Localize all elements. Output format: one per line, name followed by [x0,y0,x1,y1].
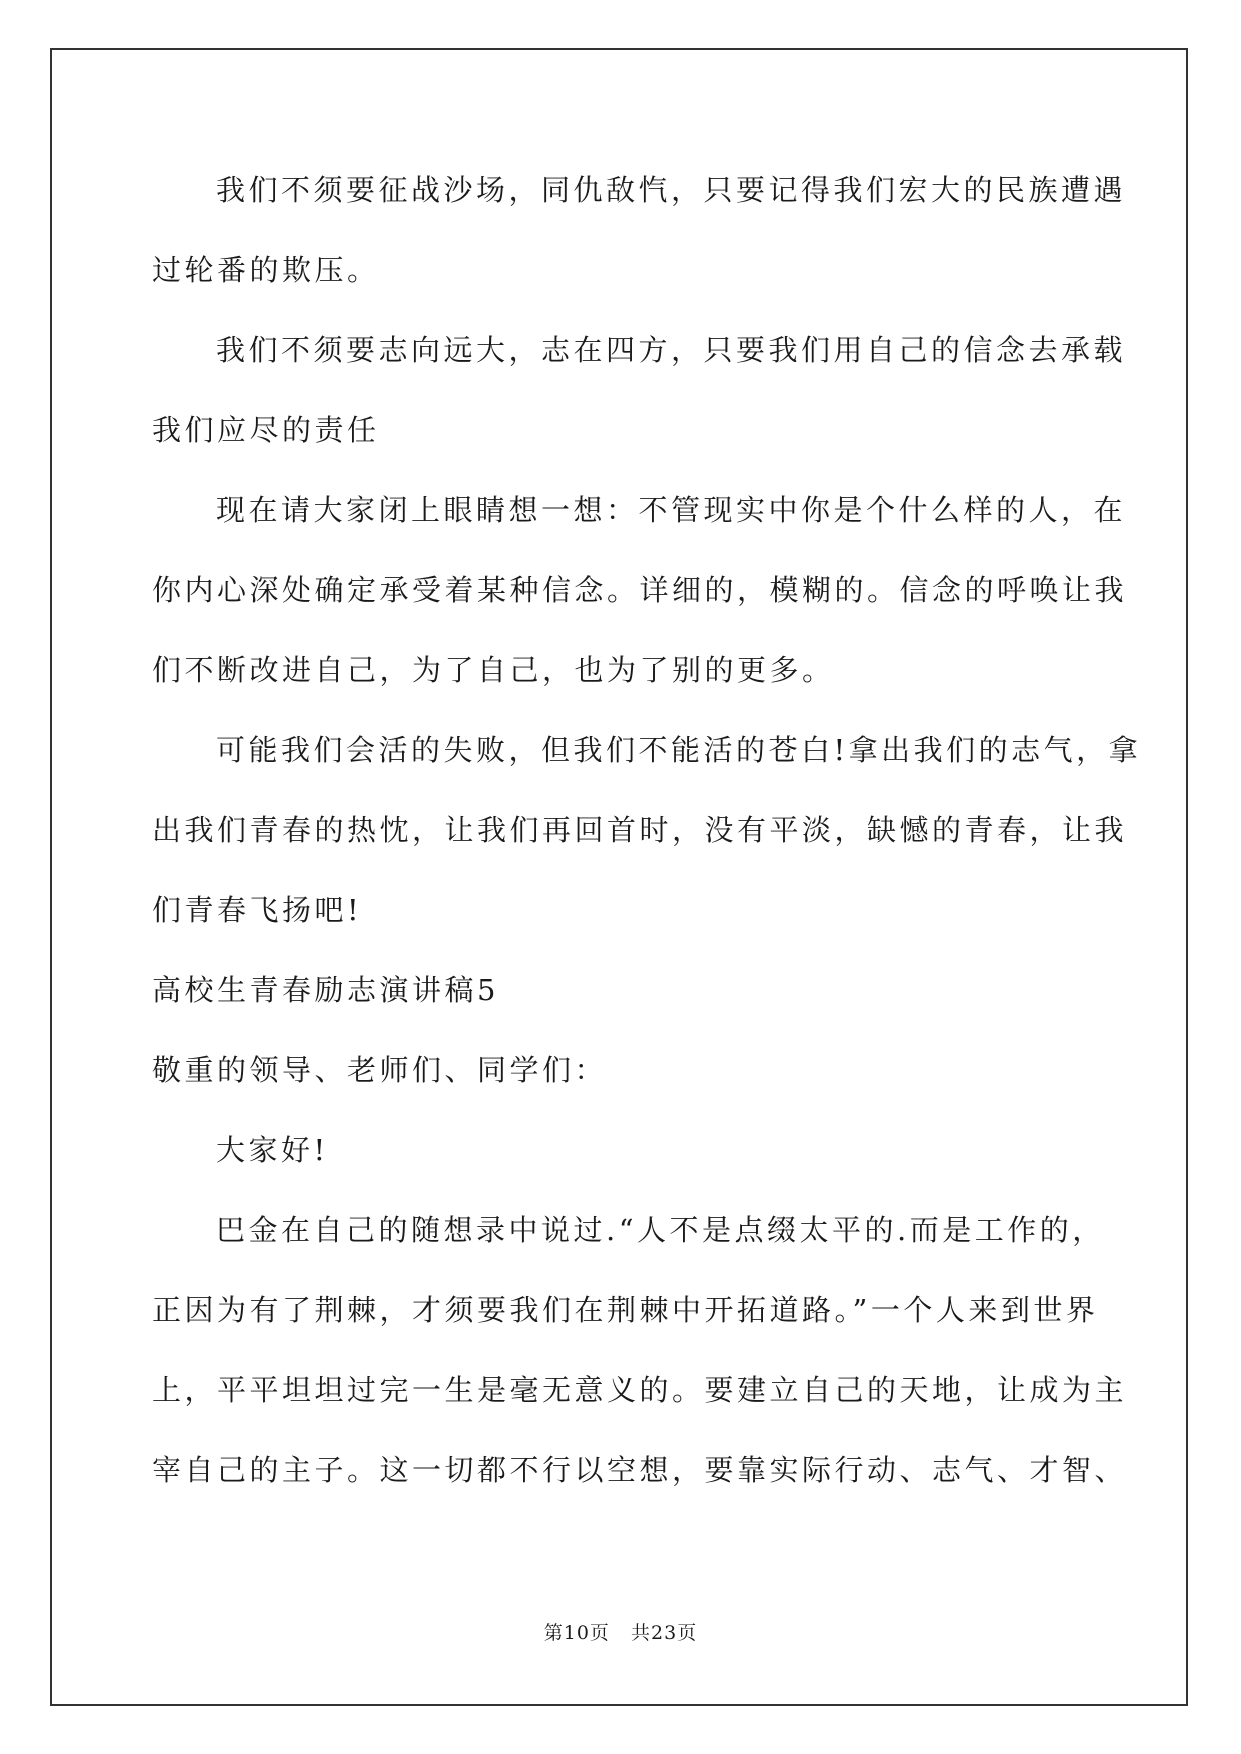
text-line: 过轮番的欺压。 [152,253,380,287]
text-line: 我们不须要征战沙场，同仇敌忾，只要记得我们宏大的民族遭遇 [216,173,1127,207]
text-line: 出我们青春的热忱，让我们再回首时，没有平淡，缺憾的青春，让我 [152,813,1128,847]
page-number-footer: 第10页 共23页 [543,1622,698,1644]
section-heading: 高校生青春励志演讲稿5 [152,973,499,1007]
text-line: 们不断改进自己，为了自己，也为了别的更多。 [152,653,835,687]
salutation: 敬重的领导、老师们、同学们： [152,1053,608,1087]
greeting: 大家好! [216,1133,329,1167]
text-line: 正因为有了荆棘，才须要我们在荆棘中开拓道路。”一个人来到世界 [152,1293,1099,1327]
text-line: 巴金在自己的随想录中说过.“人不是点缀太平的.而是工作的， [216,1213,1105,1247]
text-line: 上，平平坦坦过完一生是毫无意义的。要建立自己的天地，让成为主 [152,1373,1128,1407]
text-line: 可能我们会活的失败，但我们不能活的苍白!拿出我们的志气，拿 [216,733,1142,767]
text-line: 你内心深处确定承受着某种信念。详细的，模糊的。信念的呼唤让我 [152,573,1128,607]
text-line: 现在请大家闭上眼睛想一想：不管现实中你是个什么样的人，在 [216,493,1127,527]
text-line: 我们不须要志向远大，志在四方，只要我们用自己的信念去承载 [216,333,1127,367]
text-line: 我们应尽的责任 [152,413,380,447]
document-body [152,165,1142,1525]
text-line: 宰自己的主子。这一切都不行以空想，要靠实际行动、志气、才智、 [152,1453,1128,1487]
text-line: 们青春飞扬吧! [152,893,363,927]
